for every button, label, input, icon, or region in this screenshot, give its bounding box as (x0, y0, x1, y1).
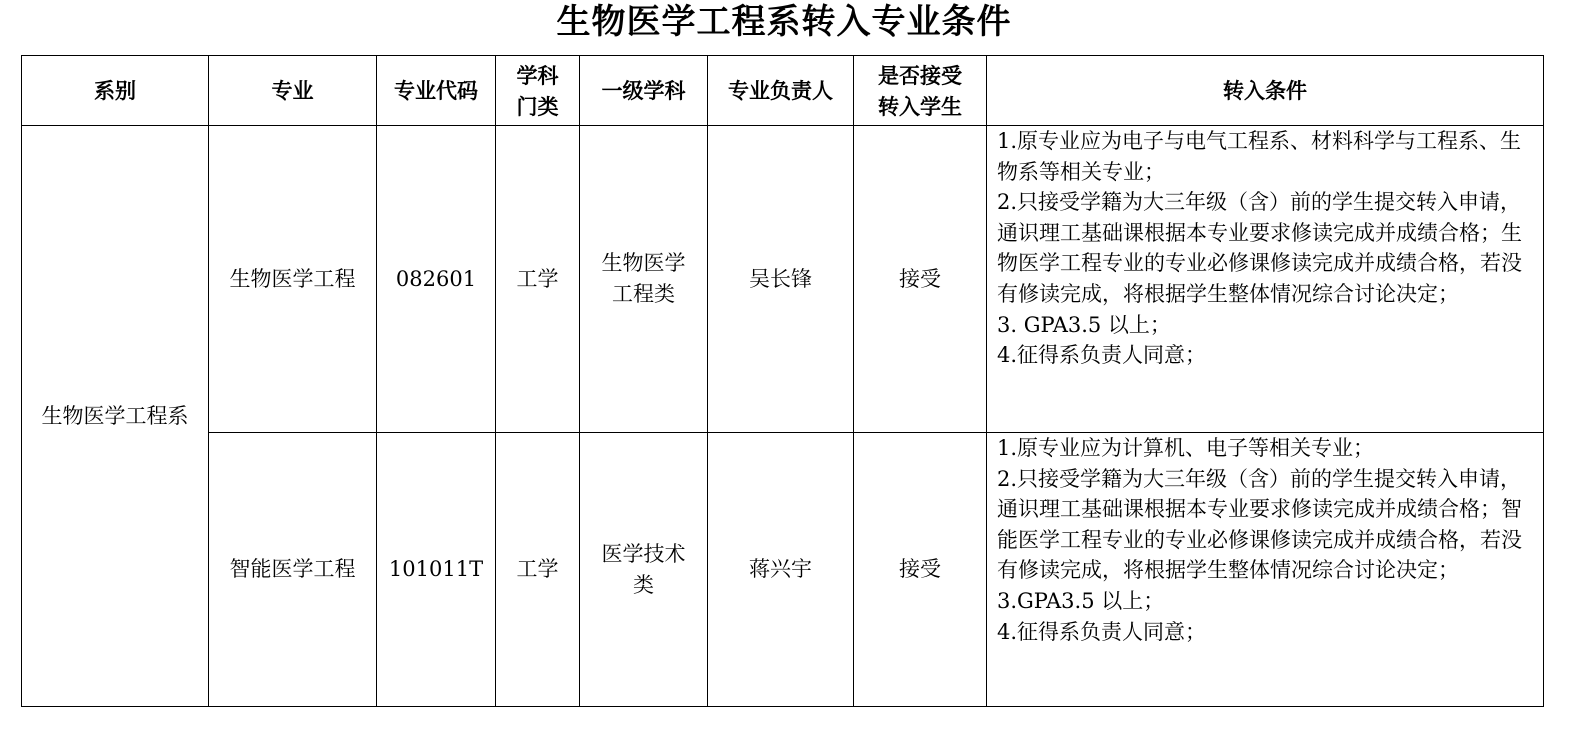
header-discipline-category-text: 学科门类 (516, 62, 559, 119)
category-cell: 工学 (496, 126, 580, 433)
header-first-level-discipline: 一级学科 (580, 56, 708, 126)
header-discipline-category (496, 56, 580, 126)
accept-cell: 接受 (854, 433, 987, 707)
condition-item: 3.GPA3.5 以上； (997, 588, 1165, 613)
page-title: 生物医学工程系转入专业条件 (556, 2, 1012, 42)
header-row (22, 56, 1544, 126)
header-department: 系别 (22, 56, 209, 126)
header-accepts-transfer (854, 56, 987, 126)
conditions-cell (987, 433, 1544, 707)
major-code-cell: 082601 (377, 126, 496, 433)
condition-item: 2.只接受学籍为大三年级（含）前的学生提交转入申请，通识理工基础课根据本专业要求修读完成并成绩合格；智能医学工程专业的专业必修课修读完成并成绩合格，若没有修读完成，将根据学生整体情况综合讨论决定； (997, 466, 1522, 583)
first-level-cell (580, 433, 708, 707)
header-major-head: 专业负责人 (708, 56, 854, 126)
condition-item: 4.征得系负责人同意； (997, 343, 1207, 368)
header-major: 专业 (209, 56, 377, 126)
first-level-text: 生物医学工程类 (601, 251, 686, 306)
condition-item: 4.征得系负责人同意； (997, 619, 1207, 644)
major-head-cell: 吴长锋 (708, 126, 854, 433)
condition-item: 3. GPA3.5 以上； (997, 312, 1171, 337)
department-cell: 生物医学工程系 (22, 126, 209, 707)
table-row (22, 433, 1544, 707)
condition-item: 2.只接受学籍为大三年级（含）前的学生提交转入申请，通识理工基础课根据本专业要求修读完成并成绩合格；生物医学工程专业的专业必修课修读完成并成绩合格，若没有修读完成，将根据学生整体情况综合讨论决定； (997, 190, 1522, 306)
category-cell: 工学 (496, 433, 580, 707)
major-cell: 智能医学工程 (209, 433, 377, 707)
conditions-cell (987, 126, 1544, 433)
condition-item: 1.原专业应为计算机、电子等相关专业； (997, 436, 1375, 460)
table-row (22, 126, 1544, 433)
first-level-cell (580, 126, 708, 433)
accept-cell: 接受 (854, 126, 987, 433)
major-code-cell: 101011T (377, 433, 496, 707)
major-head-cell: 蒋兴宇 (708, 433, 854, 707)
major-cell: 生物医学工程 (209, 126, 377, 433)
header-conditions: 转入条件 (987, 56, 1544, 126)
condition-item: 1.原专业应为电子与电气工程系、材料科学与工程系、生物系等相关专业； (997, 129, 1522, 184)
first-level-text: 医学技术类 (601, 541, 686, 597)
header-major-code: 专业代码 (377, 56, 496, 126)
header-accepts-transfer-text: 是否接受转入学生 (878, 62, 962, 119)
transfer-conditions-table (21, 55, 1544, 707)
